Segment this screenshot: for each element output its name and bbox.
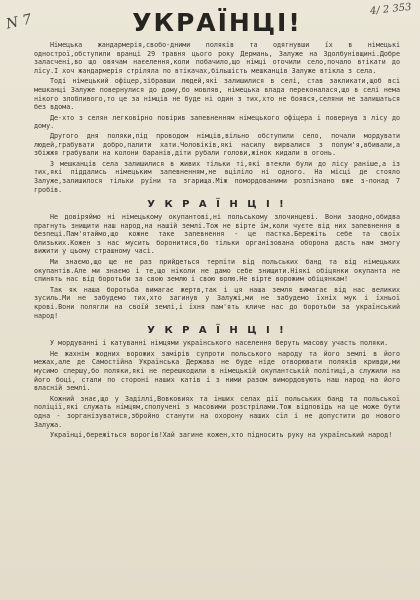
intro-paragraph-2: Тоді німецький офіцер,зібравши людей,які залишилися в селі, став закликати,щоб всі мешканці Залуже повернулися до дому,бо мовляв, німецька влада переконалася,що в селі нема нікого злобливого,то це за німців не буде ні один з тих,хто не боявся,селяни не залишаться без вдома. <box>34 77 400 112</box>
section-2-paragraph-3: Кожний знає,що у Заділлі,Вовковиях та інших селах дії польських банд та польської поліції,які служать німцям,сполучені з масовими розстрілами.Тож відповідь на це може бути одна - зорганізуватися,збройно станути на охорону наших сіл і не допустити до нового Залужа. <box>34 394 400 429</box>
section-2-paragraph-1: У мордуванні і катуванні німцями українського населення беруть масову участь поляки. <box>50 339 389 348</box>
intro-paragraph-5: З мешканців села залишилися в живих тільки ті,які втекли були до лісу раніше,а із тих,які піддались німецьким запевненням,не вціліло ні одного. На місці де стояло Залуже,залишилося тільки руїни та згарища.Між помордованими розпізнано вже з-понад 7 гробів. <box>34 159 400 194</box>
handwritten-number: N 7 <box>4 11 33 33</box>
section-1-paragraph-3: Так як наша боротьба вимагає жертв,так і ця наша земля вимагає від нас великих зусиль.Ми не забудемо тих,хто загинув у Залужі,ми не забудемо їхніх мук і їхньої крові.Вони полягли на своїй землі,і їхня пам'ять кличе нас до боротьби за український народ! <box>34 285 400 320</box>
section-2-heading: У К Р А Ї Н Ц І ! <box>147 325 287 337</box>
section-1-paragraph-1: Не довіряймо ні німецькому окупантові,ні польському злочинцеві. Вони заодно,обидва прагнуть знищити наш народ,на нашій землі.Тож не вірте їм,коли чуєте від них запевнення в безпеці.Пам'ятаймо,що кожне таке запевнення - це пастка.Бережіть себе та своїх близьких.Кожен з нас мусить боронитися,бо тільки організована оборона дасть нам змогу вижити у цьому страшному часі. <box>34 213 400 256</box>
section-2 <box>34 339 400 440</box>
intro-paragraph-4: Другого дня поляки,під проводом німців,вільно обступили село, почали мордувати людей,грабувати добро,палити хати.Чоловіків,які насилу вирвалися з полум'я,вбивали,а збіжжя грабували на колони баранів,діти рубали голови,жінок кидали в огонь. <box>34 131 400 158</box>
intro-paragraph-1: Німецька жандармерія,свобо-дними поляків та одягнувши їх в німецькі однострої,обступили вранці 29 травня цього року Дермань, Залуже на Здолбунівщині.Добре заласчені,во що овячам наєелення,коли побачило,що німці оточили село,почало втікати до лісу.І хоч жандармерія стріляла по втікачах,більшість мешканців Залуже втікла з села. <box>34 41 400 75</box>
section-1-heading: У К Р А Ї Н Ц І ! <box>147 199 287 211</box>
archive-number: 4/ 2 353 <box>369 1 413 18</box>
section-1-paragraph-2: Ми знаємо,що ще не раз прийдеться терпіти від польських банд та від німецьких окупантів.Але ми знаємо і те,що ніколи не дамо себе знищити.Ніякі обіцянки окупанта не спинять нас від боротьби за свою землю і свою волю.Не вірте ворожим обіцянкам! <box>34 258 400 284</box>
section-1 <box>34 213 400 320</box>
leaflet-title: УКРАЇНЦІ! <box>132 8 302 37</box>
intro-section <box>34 41 400 194</box>
intro-paragraph-3: Де-хто з селян легковірно повірив запевненням німецького офіцера і повернув з лісу до дому. <box>34 113 400 131</box>
section-2-paragraph-2: Не жахнім жодних ворожих замірів супроти польського народу та його землі в його межах,але де Самостійна Українська Держава не буде ніде отворювати поляків кривди,ми мусимо спершу,бо поляки,які не перешкодили в німецькій окупантській політиці,а служили на його боці, стали по стороні наших катів і з ними разом вимордовують наш народ на його власній землі. <box>34 349 400 393</box>
section-2-paragraph-4: Українці,бережіться ворогів!Хай загине кожен,хто підносить руку на український народ! <box>50 431 393 440</box>
